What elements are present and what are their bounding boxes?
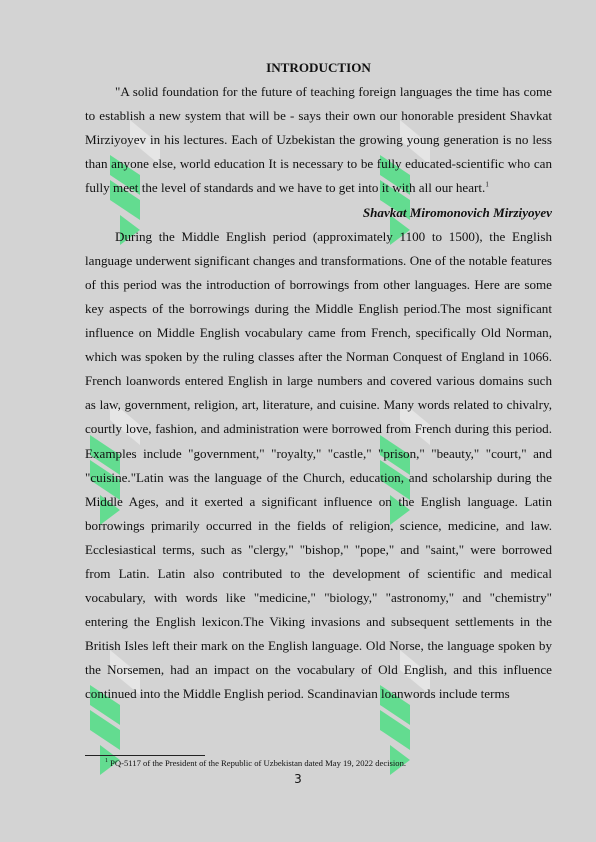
footnote-marker: 1 bbox=[105, 758, 108, 765]
page-title: INTRODUCTION bbox=[266, 60, 371, 75]
document-page bbox=[85, 56, 552, 707]
footnote-divider bbox=[85, 755, 205, 756]
footnote bbox=[105, 758, 565, 769]
quote-text: "A solid foundation for the future of teaching foreign languages the time has come to establish a new system that will be - says their own our honorable president Shavkat Mirziyoyev in his lectures. Each of Uzbekistan the growing young generation is no less than anyone else, world education It is necessary to be fully educated-scientific who can fully meet the level of standards and we have to get into it with all our heart. bbox=[85, 84, 552, 196]
footnote-reference[interactable]: 1 bbox=[485, 181, 489, 190]
page-number: 3 bbox=[294, 772, 302, 786]
quote-author: Shavkat Miromonovich Mirziyoyev bbox=[362, 204, 552, 220]
quote-paragraph bbox=[85, 80, 552, 200]
footnote-text: PQ-5117 of the President of the Republic of Uzbekistan dated May 19, 2022 decision. bbox=[110, 758, 407, 768]
body-paragraph: During the Middle English period (approximately 1100 to 1500), the English language underwent significant changes and transformations. One of the notable features of this period was the introduction of borrowings from other languages. Here are some key aspects of the borrowings during the Middle English period.The most significant influence on Middle English vocabulary came from French, specifically Old Norman, which was spoken by the ruling classes after the Norman Conquest of England in 1066. French loanwords entered English in large numbers and covered various domains such as law, government, religion, art, literature, and cuisine. Many words related to chivalry, courtly love, fashion, and administration were borrowed from French during this period. Examples include "government," "royalty," "castle," "prison," "beauty," "court," and "cuisine."Latin was the language of the Church, education, and scholarship during the Middle Ages, and it exerted a significant influence on the English language. Latin borrowings primarily occurred in the fields of religion, science, medicine, and law. Ecclesiastical terms, such as "clergy," "bishop," "pope," and "saint," were borrowed from Latin. Latin also contributed to the development of scientific and medical vocabulary, with words like "medicine," "biology," "astronomy," and "chemistry" entering the English lexicon.The Viking invasions and subsequent settlements in the British Isles left their mark on the English language. Old Norse, the language spoken by the Norsemen, had an impact on the vocabulary of Old English, and this influence continued into the Middle English period. Scandinavian loanwords include terms bbox=[85, 228, 552, 702]
